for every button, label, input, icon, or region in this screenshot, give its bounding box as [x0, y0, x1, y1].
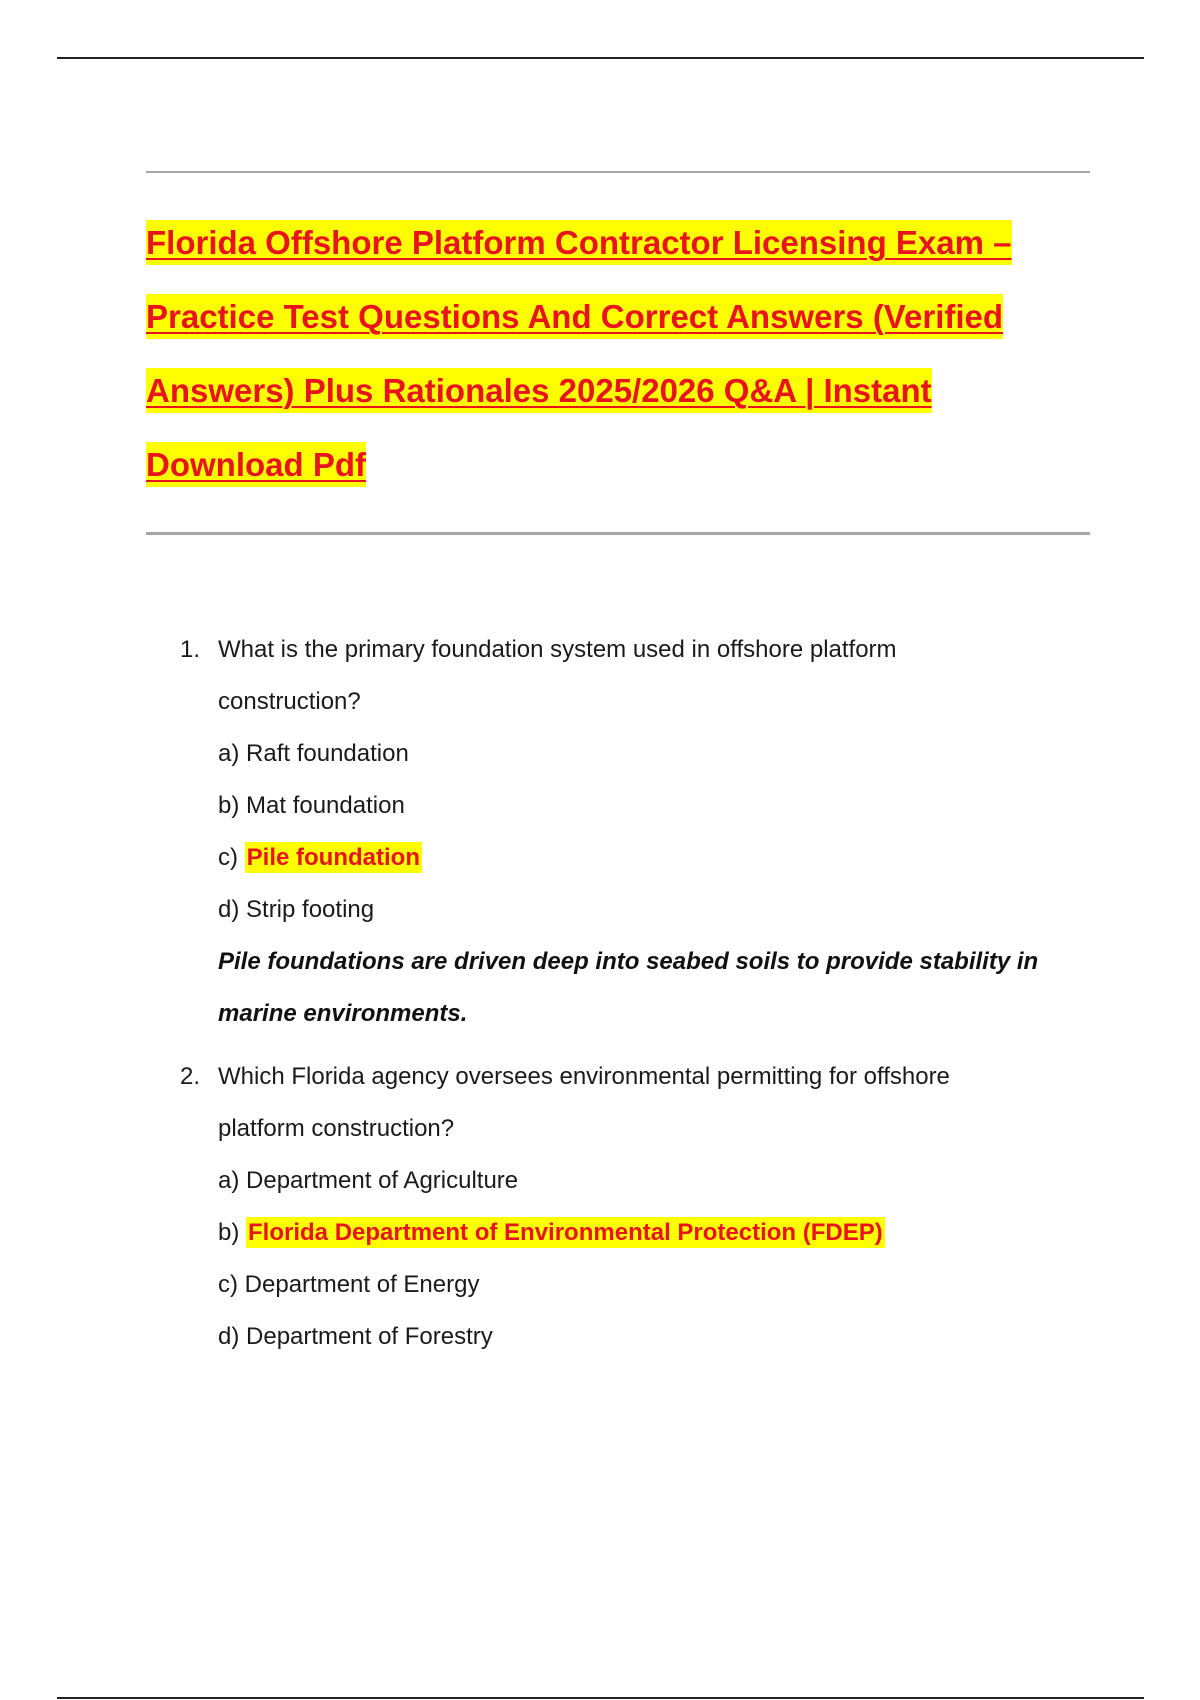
answer-option-d	[180, 884, 1080, 936]
option-letter: b)	[218, 1219, 240, 1246]
option-text: Department of Energy	[244, 1271, 480, 1298]
answer-option-a	[180, 728, 1080, 780]
option-letter: a)	[218, 740, 240, 767]
question-number: 1.	[180, 636, 201, 663]
title-line	[146, 354, 1090, 428]
answer-option-d	[180, 1311, 1080, 1363]
question-text-line	[180, 676, 1080, 728]
option-text: Strip footing	[246, 896, 375, 923]
option-text: Department of Forestry	[246, 1323, 493, 1350]
rationale-line: marine environments.	[218, 1000, 468, 1027]
answer-option-c	[180, 832, 1080, 884]
answer-option-b	[180, 1207, 1080, 1259]
option-letter: c)	[218, 844, 238, 871]
document-title	[146, 206, 1090, 502]
page-top-rule	[57, 57, 1144, 59]
title-bottom-rule	[146, 532, 1090, 535]
question-1	[180, 624, 1080, 1040]
option-letter: a)	[218, 1167, 240, 1194]
correct-answer-highlight: Pile foundation	[246, 844, 420, 871]
answer-option-b	[180, 780, 1080, 832]
answer-option-a	[180, 1155, 1080, 1207]
title-line	[146, 280, 1090, 354]
option-text: Mat foundation	[246, 792, 405, 819]
title-line-text: Practice Test Questions And Correct Answers (Verified	[146, 294, 1003, 339]
option-letter: b)	[218, 792, 240, 819]
question-text-line	[180, 624, 1080, 676]
question-text: What is the primary foundation system used in offshore platform	[218, 636, 897, 663]
rationale-line: Pile foundations are driven deep into seabed soils to provide stability in	[218, 948, 1039, 975]
title-line	[146, 428, 1090, 502]
title-line-text: Download Pdf	[146, 442, 366, 487]
correct-answer-highlight: Florida Department of Environmental Protection (FDEP)	[248, 1219, 883, 1246]
question-text-line	[180, 1051, 1080, 1103]
option-letter: d)	[218, 896, 240, 923]
option-letter: d)	[218, 1323, 240, 1350]
question-text-line	[180, 1103, 1080, 1155]
question-number: 2.	[180, 1063, 201, 1090]
option-text: Raft foundation	[246, 740, 409, 767]
page-bottom-rule	[57, 1697, 1144, 1699]
option-letter: c)	[218, 1271, 238, 1298]
option-text: Department of Agriculture	[246, 1167, 519, 1194]
answer-option-c	[180, 1259, 1080, 1311]
title-top-rule	[146, 171, 1090, 173]
question-text: Which Florida agency oversees environmental permitting for offshore	[218, 1063, 950, 1090]
title-line-text: Answers) Plus Rationales 2025/2026 Q&A | Instant	[146, 368, 932, 413]
question-text: platform construction?	[218, 1115, 455, 1142]
title-line-text: Florida Offshore Platform Contractor Licensing Exam –	[146, 220, 1012, 265]
question-2	[180, 1051, 1080, 1363]
title-line	[146, 206, 1090, 280]
question-text: construction?	[218, 688, 361, 715]
